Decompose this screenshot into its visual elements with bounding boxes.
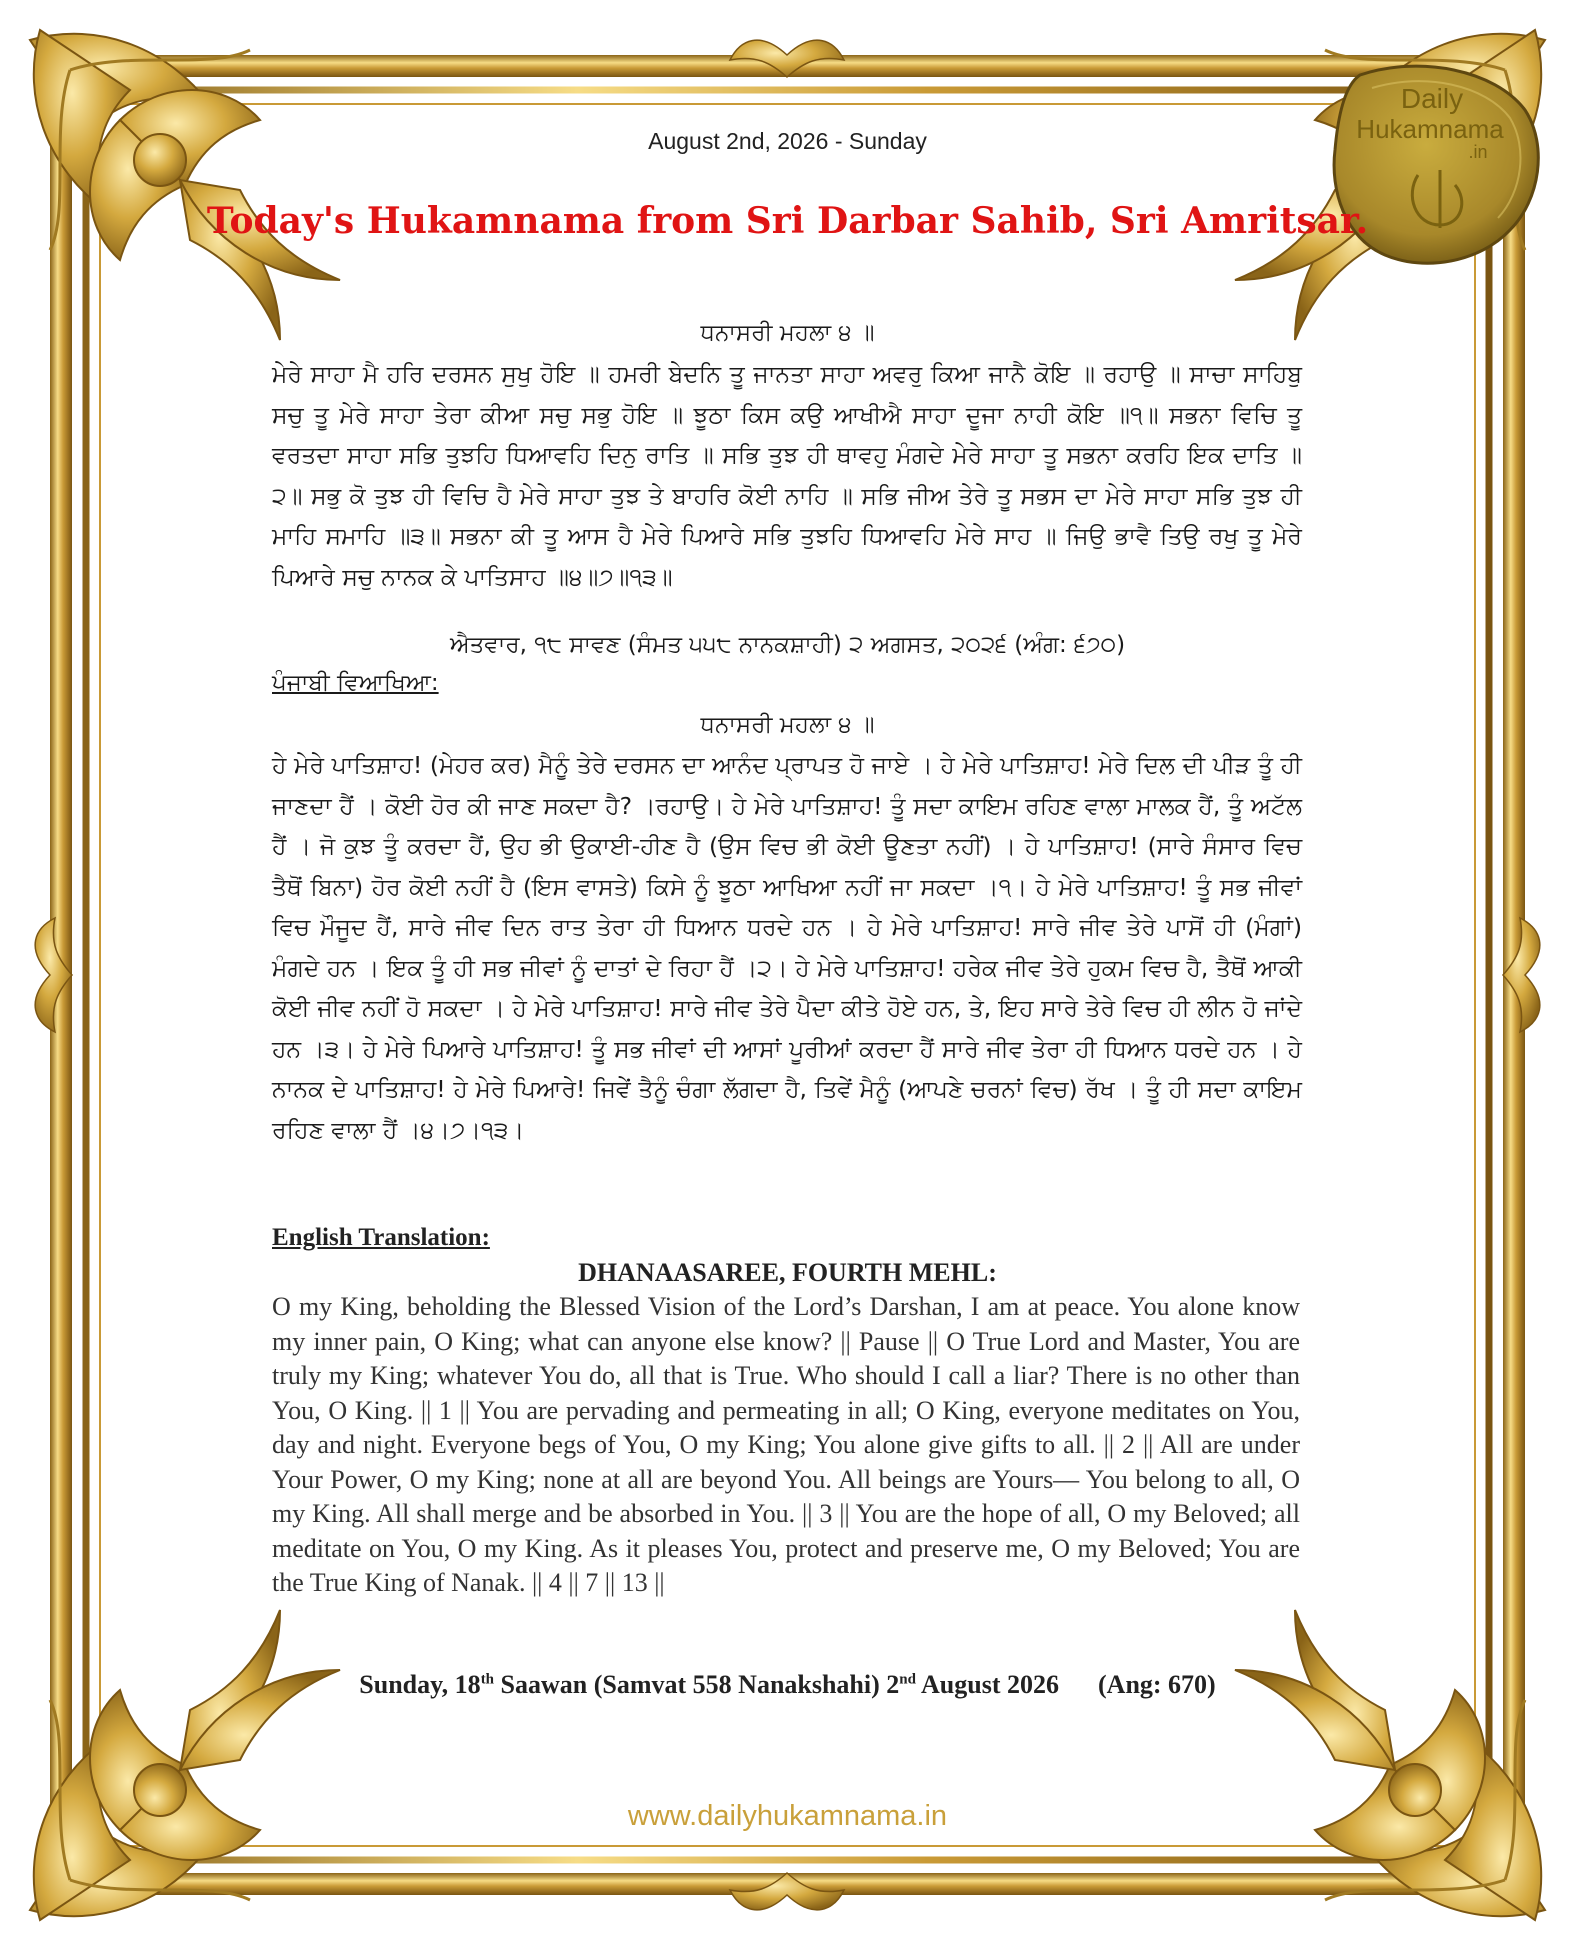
svg-text:Daily: Daily [1400,83,1464,114]
english-date-mid: Saawan (Samvat 558 Nanakshahi) 2 [494,1670,900,1699]
english-date-post: August 2026 (Ang: 670) [915,1670,1216,1699]
gurmukhi-heading: ਧਨਾਸਰੀ ਮਹਲਾ ੪ ॥ [700,320,875,346]
english-date [0,1670,1575,1700]
english-heading: DHANAASAREE, FOURTH MEHL: [578,1258,997,1287]
gurmukhi-date: ਐਤਵਾਰ, ੧੮ ਸਾਵਣ (ਸੰਮਤ ੫੫੮ ਨਾਨਕਸ਼ਾਹੀ) ੨ ਅਗਸਤ, ੨੦੨੬ (ਅੰਗ: ੬੭੦) [449,632,1126,658]
date-line: August 2nd, 2026 - Sunday [648,128,927,154]
gurmukhi-text: ਮੇਰੇ ਸਾਹਾ ਮੈ ਹਰਿ ਦਰਸਨ ਸੁਖੁ ਹੋਇ ॥ ਹਮਰੀ ਬੇਦਨਿ ਤੂ ਜਾਨਤਾ ਸਾਹਾ ਅਵਰੁ ਕਿਆ ਜਾਨੈ ਕੋਇ ॥ ਰਹਾਉ ॥ ਸਾਚਾ ਸਾਹਿਬੁ ਸਚੁ ਤੂ ਮੇਰੇ ਸਾਹਾ ਤੇਰਾ ਕੀਆ ਸਚੁ ਸਭੁ ਹੋਇ ॥ ਝੂਠਾ ਕਿਸ ਕਉ ਆਖੀਐ ਸਾਹਾ ਦੂਜਾ ਨਾਹੀ ਕੋਇ ॥੧॥ ਸਭਨਾ ਵਿਚਿ ਤੂ ਵਰਤਦਾ ਸਾਹਾ ਸਭਿ ਤੁਝਹਿ ਧਿਆਵਹਿ ਦਿਨੁ ਰਾਤਿ ॥ ਸਭਿ ਤੁਝ ਹੀ ਥਾਵਹੁ ਮੰਗਦੇ ਮੇਰੇ ਸਾਹਾ ਤੂ ਸਭਨਾ ਕਰਹਿ ਇਕ ਦਾਤਿ ॥੨॥ ਸਭੁ ਕੋ ਤੁਝ ਹੀ ਵਿਚਿ ਹੈ ਮੇਰੇ ਸਾਹਾ ਤੁਝ ਤੇ ਬਾਹਰਿ ਕੋਈ ਨਾਹਿ ॥ ਸਭਿ ਜੀਅ ਤੇਰੇ ਤੂ ਸਭਸ ਦਾ ਮੇਰੇ ਸਾਹਾ ਸਭਿ ਤੁਝ ਹੀ ਮਾਹਿ ਸਮਾਹਿ ॥੩॥ ਸਭਨਾ ਕੀ ਤੂ ਆਸ ਹੈ ਮੇਰੇ ਪਿਆਰੇ ਸਭਿ ਤੁਝਹਿ ਧਿਆਵਹਿ ਮੇਰੇ ਸਾਹ ॥ ਜਿਉ ਭਾਵੈ ਤਿਉ ਰਖੁ ਤੂ ਮੇਰੇ ਪਿਆਰੇ ਸਚੁ ਨਾਨਕ ਕੇ ਪਾਤਿਸਾਹ ॥੪॥੭॥੧੩॥ [272,360,1302,591]
website-link[interactable]: www.dailyhukamnama.in [627,1800,948,1832]
english-date-sup1: th [480,1671,495,1688]
english-text: O my King, beholding the Blessed Vision of the Lord’s Darshan, I am at peace. You alone know my inner pain, O King; what can anyone else know? || Pause || O True Lord and Master, You are truly my King; whatever You do, all that is True. Who should I call a liar? There is no other than You, O King. || 1 || You are pervading and permeating in all; O King, everyone meditates on You, day and night. Everyone begs of You, O my King; You alone give gifts to all. || 2 || All are under Your Power, O my King; none at all are beyond You. All beings are Yours— You belong to all, O my King. All shall merge and be absorbed in You. || 3 || You are the hope of all, O my Beloved; all meditate on You, O my King. As it pleases You, protect and preserve me, O my Beloved; You are the True King of Nanak. || 4 || 7 || 13 || [272,1292,1300,1597]
page-title: Today's Hukamnama from Sri Darbar Sahib, Sri Amritsar. [206,200,1369,242]
punjabi-heading: ਧਨਾਸਰੀ ਮਹਲਾ ੪ ॥ [700,712,875,738]
english-label: English Translation: [272,1224,490,1251]
punjabi-text: ਹੇ ਮੇਰੇ ਪਾਤਿਸ਼ਾਹ! (ਮੇਹਰ ਕਰ) ਮੈਨੂੰ ਤੇਰੇ ਦਰਸਨ ਦਾ ਆਨੰਦ ਪ੍ਰਾਪਤ ਹੋ ਜਾਏ । ਹੇ ਮੇਰੇ ਪਾਤਿਸ਼ਾਹ! ਮੇਰੇ ਦਿਲ ਦੀ ਪੀੜ ਤੂੰ ਹੀ ਜਾਣਦਾ ਹੈਂ । ਕੋਈ ਹੋਰ ਕੀ ਜਾਣ ਸਕਦਾ ਹੈ? ।ਰਹਾਉ। ਹੇ ਮੇਰੇ ਪਾਤਿਸ਼ਾਹ! ਤੂੰ ਸਦਾ ਕਾਇਮ ਰਹਿਣ ਵਾਲਾ ਮਾਲਕ ਹੈਂ, ਤੂੰ ਅਟੱਲ ਹੈਂ । ਜੋ ਕੁਝ ਤੂੰ ਕਰਦਾ ਹੈਂ, ਉਹ ਭੀ ਉਕਾਈ-ਹੀਣ ਹੈ (ਉਸ ਵਿਚ ਭੀ ਕੋਈ ਊਣਤਾ ਨਹੀਂ) । ਹੇ ਪਾਤਿਸ਼ਾਹ! (ਸਾਰੇ ਸੰਸਾਰ ਵਿਚ ਤੈਥੋਂ ਬਿਨਾ) ਹੋਰ ਕੋਈ ਨਹੀਂ ਹੈ (ਇਸ ਵਾਸਤੇ) ਕਿਸੇ ਨੂੰ ਝੂਠਾ ਆਖਿਆ ਨਹੀਂ ਜਾ ਸਕਦਾ ।੧। ਹੇ ਮੇਰੇ ਪਾਤਿਸ਼ਾਹ! ਤੂੰ ਸਭ ਜੀਵਾਂ ਵਿਚ ਮੌਜੂਦ ਹੈਂ, ਸਾਰੇ ਜੀਵ ਦਿਨ ਰਾਤ ਤੇਰਾ ਹੀ ਧਿਆਨ ਧਰਦੇ ਹਨ । ਹੇ ਮੇਰੇ ਪਾਤਿਸ਼ਾਹ! ਸਾਰੇ ਜੀਵ ਤੇਰੇ ਪਾਸੋਂ ਹੀ (ਮੰਗਾਂ) ਮੰਗਦੇ ਹਨ । ਇਕ ਤੂੰ ਹੀ ਸਭ ਜੀਵਾਂ ਨੂੰ ਦਾਤਾਂ ਦੇ ਰਿਹਾ ਹੈਂ ।੨। ਹੇ ਮੇਰੇ ਪਾਤਿਸ਼ਾਹ! ਹਰੇਕ ਜੀਵ ਤੇਰੇ ਹੁਕਮ ਵਿਚ ਹੈ, ਤੈਥੋਂ ਆਕੀ ਕੋਈ ਜੀਵ ਨਹੀਂ ਹੋ ਸਕਦਾ । ਹੇ ਮੇਰੇ ਪਾਤਿਸ਼ਾਹ! ਸਾਰੇ ਜੀਵ ਤੇਰੇ ਪੈਦਾ ਕੀਤੇ ਹੋਏ ਹਨ, ਤੇ, ਇਹ ਸਾਰੇ ਤੇਰੇ ਵਿਚ ਹੀ ਲੀਨ ਹੋ ਜਾਂਦੇ ਹਨ ।੩। ਹੇ ਮੇਰੇ ਪਿਆਰੇ ਪਾਤਿਸ਼ਾਹ! ਤੂੰ ਸਭ ਜੀਵਾਂ ਦੀ ਆਸਾਂ ਪੂਰੀਆਂ ਕਰਦਾ ਹੈਂ ਸਾਰੇ ਜੀਵ ਤੇਰਾ ਹੀ ਧਿਆਨ ਧਰਦੇ ਹਨ । ਹੇ ਨਾਨਕ ਦੇ ਪਾਤਿਸ਼ਾਹ! ਹੇ ਮੇਰੇ ਪਿਆਰੇ! ਜਿਵੇਂ ਤੈਨੂੰ ਚੰਗਾ ਲੱਗਦਾ ਹੈ, ਤਿਵੇਂ ਮੈਨੂੰ (ਆਪਣੇ ਚਰਨਾਂ ਵਿਚ) ਰੱਖ । ਤੂੰ ਹੀ ਸਦਾ ਕਾਇਮ ਰਹਿਣ ਵਾਲਾ ਹੈਂ ।੪।੭।੧੩। [272,751,1302,1144]
punjabi-label: ਪੰਜਾਬੀ ਵਿਆਖਿਆ: [272,670,439,696]
svg-text:.in: .in [1468,142,1488,162]
english-date-pre: Sunday, 18 [359,1670,481,1699]
svg-text:Hukamnama: Hukamnama [1356,114,1504,144]
english-date-sup2: nd [899,1671,916,1688]
